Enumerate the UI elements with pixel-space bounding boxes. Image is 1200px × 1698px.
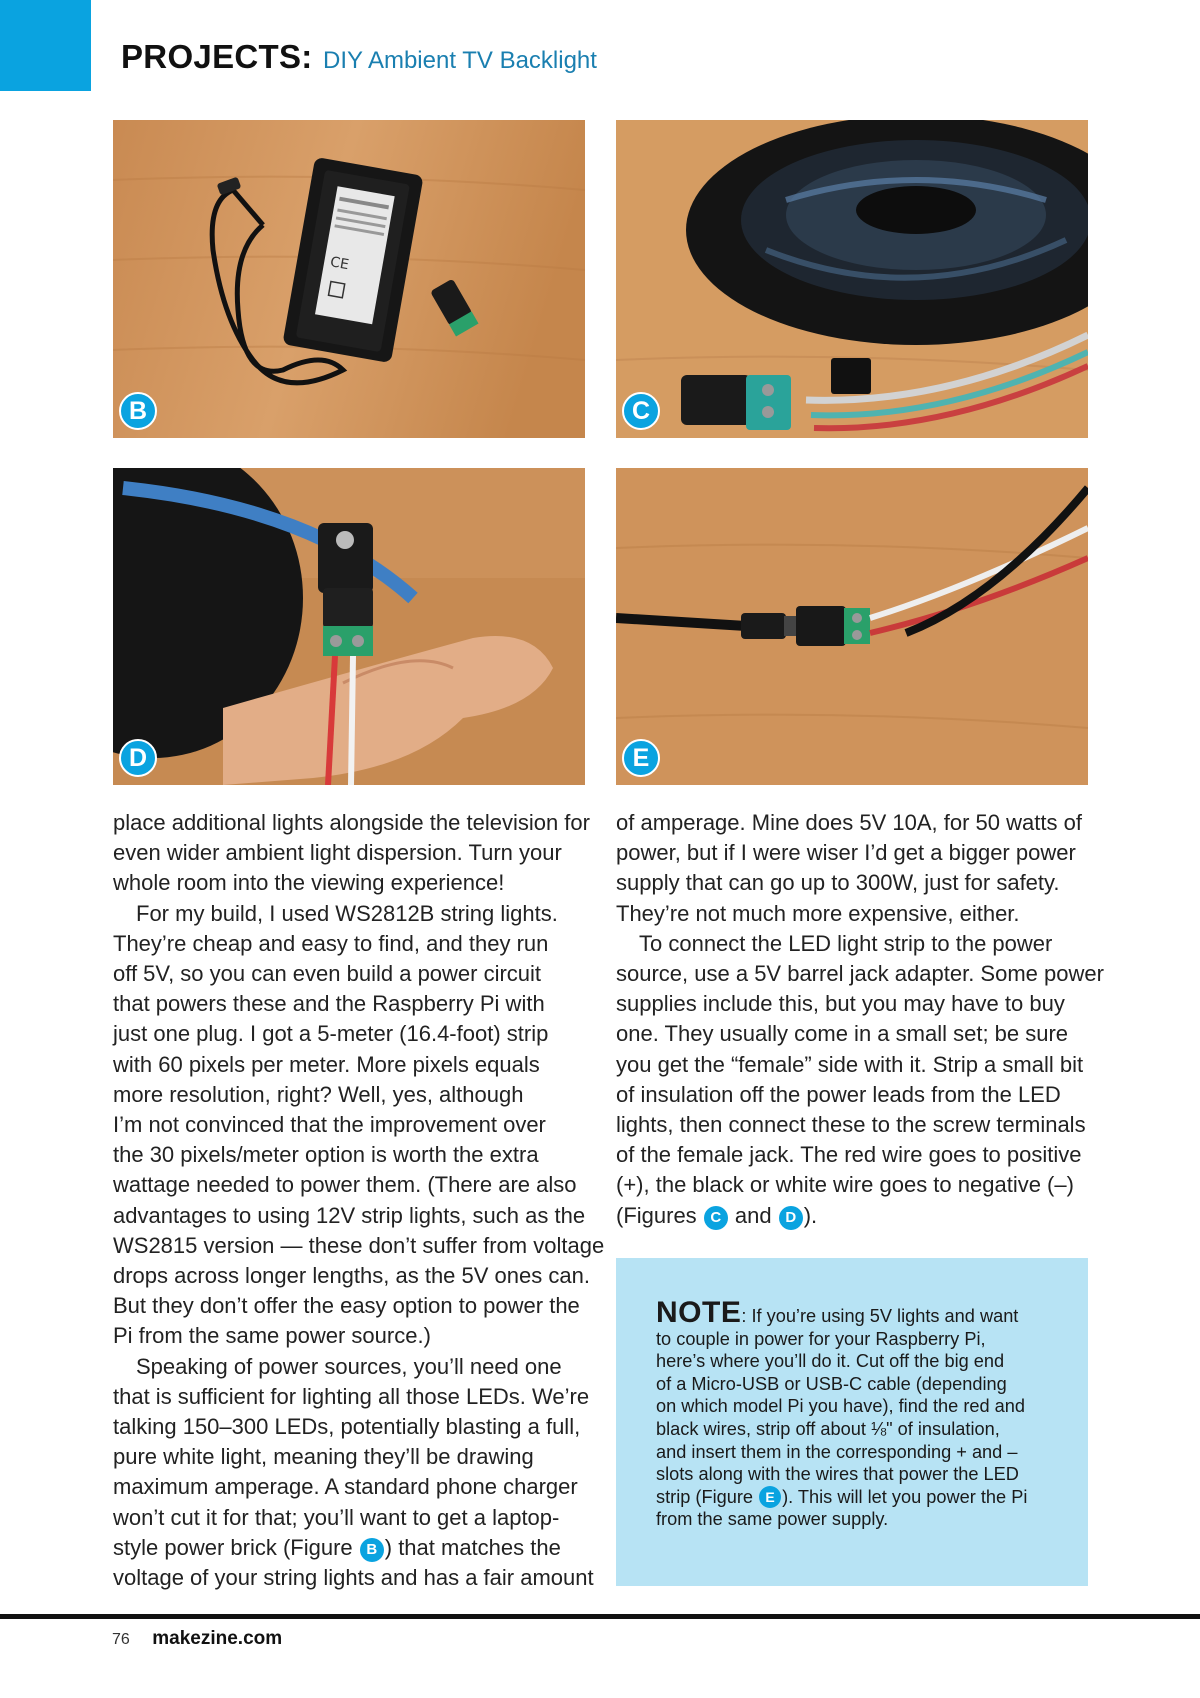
figure-c-badge: C: [622, 392, 660, 430]
text-line: place additional lights alongside the television for: [113, 810, 590, 835]
note-box: [616, 1258, 1088, 1586]
figure-ref-e-badge[interactable]: E: [759, 1486, 781, 1508]
section-label: PROJECTS:: [121, 38, 313, 75]
text-line: talking 150–300 LEDs, potentially blasting a full,: [113, 1414, 581, 1440]
text-fragment: and: [728, 1202, 778, 1228]
text-line: you get the “female” side with it. Strip a small bit: [616, 1051, 1084, 1077]
note-text: [656, 1296, 1028, 1531]
text-fragment: ) that matches the: [384, 1534, 561, 1560]
figure-d-badge: D: [119, 739, 157, 777]
text-line: supply that can go up to 300W, just for safety.: [616, 870, 1060, 896]
text-line: that is sufficient for lighting all those LEDs. We’re: [113, 1383, 590, 1409]
text-line: won’t cut it for that; you’ll want to get a laptop-: [113, 1504, 560, 1530]
text-line: source, use a 5V barrel jack adapter. Some power: [616, 961, 1104, 987]
text-line: wattage needed to power them. (There are also: [113, 1172, 577, 1198]
figure-e-photo: [616, 468, 1088, 785]
text-line: Pi from the same power source.): [113, 1323, 431, 1349]
text-line: pure white light, meaning they’ll be drawing: [113, 1444, 534, 1470]
text-line: (+), the black or white wire goes to negative (–): [616, 1172, 1074, 1198]
page-number: 76: [112, 1631, 130, 1648]
text-line: just one plug. I got a 5-meter (16.4-foot) strip: [113, 1021, 549, 1047]
left-column: [113, 808, 604, 1593]
text-line: For my build, I used WS2812B string lights.: [136, 900, 558, 926]
text-line: WS2815 version — these don’t suffer from voltage: [113, 1232, 605, 1258]
text-line: the 30 pixels/meter option is worth the extra: [113, 1142, 539, 1168]
right-column: [616, 808, 1104, 1231]
text-line: of amperage. Mine does 5V 10A, for 50 watts of: [616, 810, 1082, 835]
note-line: and insert them in the corresponding + and –: [656, 1441, 1018, 1462]
figure-ref-c-badge[interactable]: C: [704, 1206, 728, 1230]
text-line: They’re not much more expensive, either.: [616, 900, 1020, 926]
note-line: here’s where you’ll do it. Cut off the big end: [656, 1351, 1005, 1372]
text-line: one. They usually come in a small set; be sure: [616, 1021, 1069, 1047]
text-line: But they don’t offer the easy option to power the: [113, 1293, 580, 1319]
text-line: supplies include this, but you may have to buy: [616, 991, 1065, 1017]
text-fragment: ).: [803, 1202, 818, 1228]
page-header: [121, 38, 597, 76]
figure-c-photo: [616, 120, 1088, 438]
text-line-with-figure-ref: [616, 1201, 1104, 1231]
text-line: advantages to using 12V strip lights, such as the: [113, 1202, 586, 1228]
text-line: more resolution, right? Well, yes, although: [113, 1081, 524, 1107]
text-line: that powers these and the Raspberry Pi with: [113, 991, 545, 1017]
text-line: To connect the LED light strip to the power: [639, 930, 1053, 956]
article-title: DIY Ambient TV Backlight: [323, 47, 597, 74]
text-fragment: (Figures: [616, 1202, 703, 1228]
figure-ref-b-badge[interactable]: B: [360, 1538, 384, 1562]
text-line: I’m not convinced that the improvement over: [113, 1112, 546, 1138]
note-line: from the same power supply.: [656, 1509, 889, 1530]
text-line-with-figure-ref: [113, 1533, 604, 1563]
figure-d-photo: [113, 468, 585, 785]
text-line: They’re cheap and easy to find, and they run: [113, 930, 549, 956]
text-line: power, but if I were wiser I’d get a bigger power: [616, 840, 1076, 866]
note-line: of a Micro-USB or USB-C cable (depending: [656, 1373, 1007, 1394]
text-line: of insulation off the power leads from the LED: [616, 1081, 1061, 1107]
text-line: of the female jack. The red wire goes to positive: [616, 1142, 1082, 1168]
text-fragment: : If you’re using 5V lights and want: [741, 1306, 1019, 1326]
figure-b-badge: B: [119, 392, 157, 430]
text-line: maximum amperage. A standard phone charger: [113, 1474, 578, 1500]
figure-b-photo: [113, 120, 585, 438]
figure-e-badge: E: [622, 739, 660, 777]
text-fragment: style power brick (Figure: [113, 1534, 359, 1560]
note-line: to couple in power for your Raspberry Pi,: [656, 1328, 986, 1349]
note-line: slots along with the wires that power the LED: [656, 1464, 1019, 1485]
text-line: off 5V, so you can even build a power circuit: [113, 961, 542, 987]
text-line: whole room into the viewing experience!: [113, 870, 505, 896]
footer-rule: [0, 1614, 1200, 1619]
text-fragment: ). This will let you power the Pi: [782, 1486, 1028, 1507]
note-line: black wires, strip off about ⅛" of insulation,: [656, 1418, 1000, 1439]
text-line: Speaking of power sources, you’ll need one: [136, 1353, 562, 1379]
corner-accent-block: [0, 0, 91, 91]
svg-text:CE: CE: [328, 254, 351, 274]
note-first-line: [656, 1296, 1027, 1329]
note-line: on which model Pi you have), find the red and: [656, 1396, 1026, 1417]
text-line: lights, then connect these to the screw terminals: [616, 1112, 1086, 1138]
text-line: voltage of your string lights and has a fair amount: [113, 1565, 594, 1591]
note-heading: NOTE: [656, 1296, 742, 1329]
figure-ref-d-badge[interactable]: D: [779, 1206, 803, 1230]
text-fragment: strip (Figure: [656, 1486, 759, 1507]
page-footer: [112, 1628, 282, 1650]
note-line-with-figure-ref: [656, 1486, 1027, 1509]
text-line: with 60 pixels per meter. More pixels equals: [113, 1051, 540, 1077]
text-line: drops across longer lengths, as the 5V ones can.: [113, 1263, 590, 1289]
site-link[interactable]: makezine.com: [152, 1628, 283, 1649]
text-line: even wider ambient light dispersion. Turn your: [113, 840, 562, 866]
